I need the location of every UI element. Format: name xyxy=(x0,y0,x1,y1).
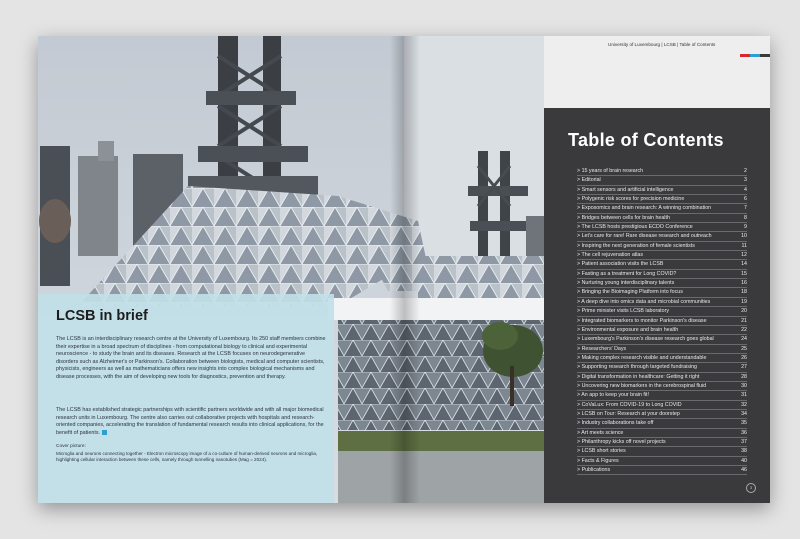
toc-item[interactable] xyxy=(577,457,747,466)
lcsb-brief-panel xyxy=(38,294,334,503)
toc-item-page: 40 xyxy=(741,457,747,464)
toc-item[interactable] xyxy=(577,176,747,185)
toc-item-title: > Making complex research visible and understandable xyxy=(577,354,707,361)
toc-item-page: 28 xyxy=(741,373,747,380)
cover-picture-caption: Microglia and neurons connecting together - Electron microscopy image of a co-culture of human-derived neurons and microglia, highlighting cellular interaction between these cells, namely through tunnelling nanotubes (Mag = 2024). xyxy=(56,451,318,463)
toc-item-title: > Art meets science xyxy=(577,429,624,436)
toc-item[interactable] xyxy=(577,447,747,456)
toc-item[interactable] xyxy=(577,354,747,363)
toc-item-page: 20 xyxy=(741,308,747,315)
toc-title: Table of Contents xyxy=(568,130,724,150)
toc-item[interactable] xyxy=(577,429,747,438)
toc-item[interactable] xyxy=(577,391,747,400)
toc-item-page: 35 xyxy=(741,420,747,427)
brief-paragraph-2-text: The LCSB has established strategic partnerships with scientific partners worldwide and with all major biomedical research units in Luxembourg. The centre also carries out collaborative projects with hospitals and research-oriented companies, accelerating the translation of fundamental research results into clinical applications, for the benefit of patients. xyxy=(56,407,324,436)
toc-item[interactable] xyxy=(577,232,747,241)
toc-item-page: 38 xyxy=(741,448,747,455)
toc-item-page: 27 xyxy=(741,364,747,371)
toc-item-page: 8 xyxy=(744,214,747,221)
toc-item[interactable] xyxy=(577,326,747,335)
toc-item-title: > The LCSB hosts prestigious ECDO Conference xyxy=(577,224,693,231)
brief-paragraph-1: The LCSB is an interdisciplinary research centre at the University of Luxembourg. Its 250 staff members combine their expertise in a broad spectrum of disciplines - from computational biology to clinical and experimental neuroscience - to study the brain and its diseases. Research at the LCSB focuses on neurodegenerative disorders such as Alzheimer's or Parkinson's. Collaboration between biologists, medical and computer scientists, physicists, engineers as well as mathematicians offers new insights into complex biological mechanisms and disease processes, with the aim of developing new tools for diagnostics, prevention and therapy. xyxy=(56,336,326,380)
toc-item-title: > LCSB short stories xyxy=(577,448,626,455)
toc-item-page: 36 xyxy=(741,429,747,436)
cover-picture-label: Cover picture: xyxy=(56,444,86,449)
toc-item[interactable] xyxy=(577,363,747,372)
toc-item-page: 4 xyxy=(744,186,747,193)
toc-item-page: 24 xyxy=(741,336,747,343)
toc-item-title: > A deep dive into omics data and microbial communities xyxy=(577,298,711,305)
toc-item[interactable] xyxy=(577,298,747,307)
toc-item-page: 32 xyxy=(741,401,747,408)
toc-item-title: > Philanthropy kicks off novel projects xyxy=(577,438,666,445)
toc-item-title: > Supporting research through targeted fundraising xyxy=(577,364,697,371)
toc-item[interactable] xyxy=(577,186,747,195)
toc-item[interactable] xyxy=(577,270,747,279)
toc-item-page: 15 xyxy=(741,270,747,277)
brief-title: LCSB in brief xyxy=(56,308,148,324)
toc-item-title: > Luxembourg's Parkinson's disease research goes global xyxy=(577,336,714,343)
toc-item-page: 2 xyxy=(744,168,747,174)
toc-item[interactable] xyxy=(577,438,747,447)
red-bar-segment xyxy=(740,54,750,57)
toc-item-title: > 15 years of brain research xyxy=(577,168,644,174)
toc-item-title: > Patient association visits the LCSB xyxy=(577,261,664,268)
toc-item[interactable] xyxy=(577,382,747,391)
toc-item[interactable] xyxy=(577,401,747,410)
toc-item-page: 30 xyxy=(741,382,747,389)
dark-bar-segment xyxy=(760,54,770,57)
toc-item-title: > Bridges between cells for brain health xyxy=(577,214,670,221)
toc-item-title: > Researchers' Days xyxy=(577,345,627,352)
toc-item-page: 6 xyxy=(744,196,747,203)
toc-item[interactable] xyxy=(577,223,747,232)
toc-item-page: 11 xyxy=(741,242,747,249)
toc-item[interactable] xyxy=(577,307,747,316)
toc-item-title: > Facts & Figures xyxy=(577,457,619,464)
toc-item[interactable] xyxy=(577,419,747,428)
toc-item-page: 3 xyxy=(744,177,747,184)
toc-item-page: 37 xyxy=(741,438,747,445)
toc-item-title: > Fasting as a treatment for Long COVID? xyxy=(577,270,677,277)
toc-item[interactable] xyxy=(577,410,747,419)
toc-item-page: 9 xyxy=(744,224,747,231)
toc-item-page: 34 xyxy=(741,410,747,417)
toc-item[interactable] xyxy=(577,242,747,251)
header-color-bar xyxy=(740,44,770,47)
toc-item-page: 21 xyxy=(741,317,747,324)
toc-item-title: > Exposomics and brain research: A winning combination xyxy=(577,205,712,212)
toc-item-title: > Environmental exposure and brain health xyxy=(577,326,679,333)
blue-bar-segment xyxy=(750,54,760,57)
toc-item-title: > Prime minister visits LCSB laboratory xyxy=(577,308,669,315)
toc-item-title: > Inspiring the next generation of female scientists xyxy=(577,242,695,249)
toc-item-page: 16 xyxy=(741,280,747,287)
toc-item-title: > Industry collaborations take off xyxy=(577,420,654,427)
end-mark-icon xyxy=(102,430,107,435)
toc-item[interactable] xyxy=(577,335,747,344)
toc-item[interactable] xyxy=(577,288,747,297)
toc-item-page: 46 xyxy=(741,467,747,473)
toc-item-title: > Let's care for rare! Rare disease research and outreach xyxy=(577,233,712,240)
toc-item[interactable] xyxy=(577,373,747,382)
toc-item-page: 7 xyxy=(744,205,747,212)
toc-item-page: 14 xyxy=(741,261,747,268)
toc-item-page: 25 xyxy=(741,345,747,352)
toc-item-page: 12 xyxy=(741,252,747,259)
toc-item[interactable] xyxy=(577,214,747,223)
toc-item-page: 10 xyxy=(741,233,747,240)
toc-item-page: 18 xyxy=(741,289,747,296)
toc-item[interactable] xyxy=(577,204,747,213)
toc-item[interactable] xyxy=(577,466,747,475)
toc-item-title: > Polygenic risk scores for precision medicine xyxy=(577,196,685,203)
toc-item-title: > Nurturing young interdisciplinary talents xyxy=(577,280,675,287)
page-number-badge: 3 xyxy=(746,483,756,493)
toc-item-page: 19 xyxy=(741,298,747,305)
toc-item[interactable] xyxy=(577,260,747,269)
toc-item[interactable] xyxy=(577,195,747,204)
toc-item-title: > An app to keep your brain fit! xyxy=(577,392,649,399)
toc-list xyxy=(577,167,747,475)
toc-item-title: > Editorial xyxy=(577,177,601,184)
toc-item[interactable] xyxy=(577,345,747,354)
toc-item-title: > Smart sensors and artificial intelligence xyxy=(577,186,674,193)
toc-item-title: > Publications xyxy=(577,467,611,473)
running-header: University of Luxembourg | LCSB | Table of Contents xyxy=(608,42,716,47)
toc-item[interactable] xyxy=(577,167,747,176)
toc-item-title: > The cell rejuvenation atlas xyxy=(577,252,644,259)
toc-item-page: 26 xyxy=(741,354,747,361)
toc-item-title: > LCSB on Tour: Research at your doorstep xyxy=(577,410,680,417)
toc-item[interactable] xyxy=(577,279,747,288)
magazine-spread xyxy=(38,36,770,503)
toc-item-title: > Integrated biomarkers to monitor Parkinson's disease xyxy=(577,317,707,324)
toc-item-title: > CoVaLux: From COVID-19 to Long COVID xyxy=(577,401,682,408)
brief-paragraph-2 xyxy=(56,407,326,437)
toc-panel xyxy=(544,108,770,503)
toc-item[interactable] xyxy=(577,251,747,260)
toc-item-title: > Bringing the Bioimaging Platform into focus xyxy=(577,289,683,296)
toc-item-page: 22 xyxy=(741,326,747,333)
toc-item-title: > Uncovering new biomarkers in the cerebrospinal fluid xyxy=(577,382,707,389)
toc-item-title: > Digital transformation in healthcare: Getting it right xyxy=(577,373,700,380)
toc-item-page: 31 xyxy=(741,392,747,399)
toc-item[interactable] xyxy=(577,317,747,326)
